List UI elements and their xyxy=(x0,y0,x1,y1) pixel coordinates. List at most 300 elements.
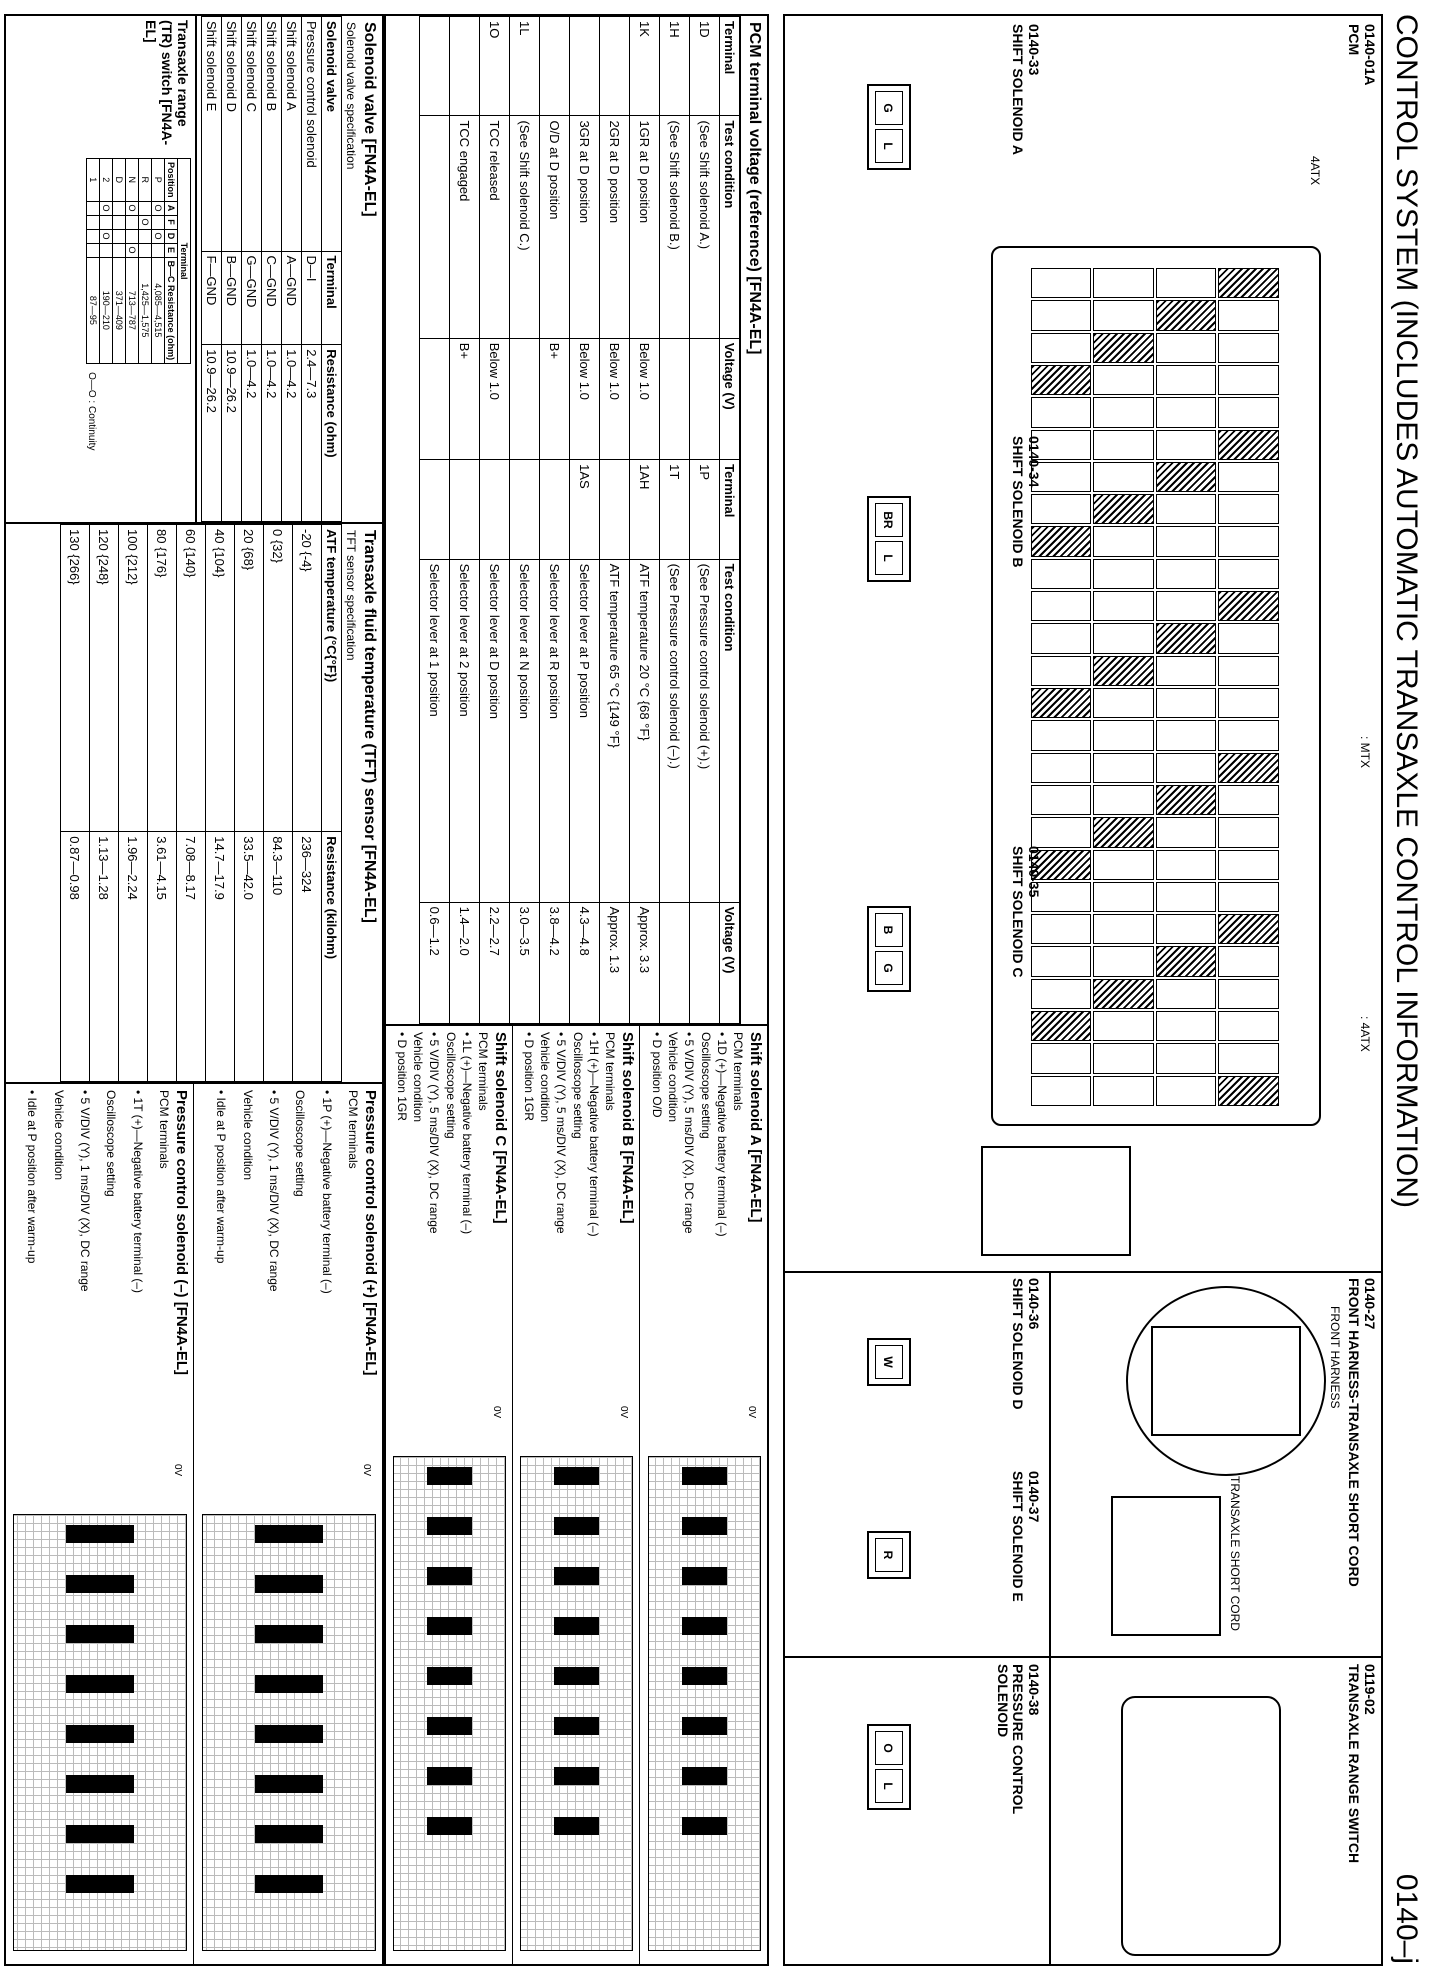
pcm-pin xyxy=(1156,1043,1217,1073)
zero-volt-label: 0V xyxy=(746,1406,757,1419)
table-cell: O xyxy=(139,215,152,229)
table-row xyxy=(235,525,264,1082)
waveform-section xyxy=(513,1026,640,1964)
table-cell xyxy=(570,17,600,116)
page-header xyxy=(1385,14,1425,1964)
oscilloscope-display xyxy=(13,1514,187,1951)
table-header: D xyxy=(165,229,178,243)
table-cell xyxy=(660,338,690,459)
waveform-panel-2 xyxy=(4,1084,384,1966)
harness-name: FRONT HARNESS-TRANSAXLE SHORT CORD xyxy=(1346,1278,1362,1587)
waveform-note-line: • 5 V/DIV (Y), 5 ms/DIV (X), DC range xyxy=(682,1032,697,1234)
table-cell: 1.96—2.24 xyxy=(119,832,148,1082)
connector-shape xyxy=(867,906,911,992)
pcm-pin xyxy=(1219,720,1280,750)
pcm-pin xyxy=(1031,623,1092,653)
table-cell: 1AH xyxy=(630,460,660,559)
page-number: 0140–j xyxy=(1390,1873,1423,1964)
table-cell: N xyxy=(126,159,139,202)
pcm-pin xyxy=(1031,300,1092,330)
table-cell: 0.6—1.2 xyxy=(420,902,450,1023)
pcm-pin xyxy=(1156,559,1217,589)
connector-name: SHIFT SOLENOID A xyxy=(1010,24,1026,155)
pcm-pin xyxy=(1031,591,1092,621)
table-cell: A—GND xyxy=(282,251,302,345)
pcm-pin xyxy=(1094,850,1155,880)
table-cell: 10.9—26.2 xyxy=(202,345,222,522)
pcm-pin xyxy=(1156,979,1217,1009)
table-cell: 80 {176} xyxy=(148,525,177,832)
table-cell: 7.08—8.17 xyxy=(177,832,206,1082)
pcm-pin xyxy=(1094,882,1155,912)
front-harness-label: FRONT HARNESS xyxy=(1328,1306,1342,1409)
waveform-note-line: • 1L (+)—Negative battery terminal (–) xyxy=(459,1032,474,1235)
table-header: F xyxy=(165,215,178,229)
pcm-pin xyxy=(1156,785,1217,815)
pcm-pin xyxy=(1156,914,1217,944)
waveform-pulse xyxy=(255,1625,324,1643)
pcm-pin xyxy=(1094,591,1155,621)
waveform-pulse xyxy=(427,1667,471,1685)
table-cell: Shift solenoid A xyxy=(282,17,302,252)
waveform-pulse xyxy=(255,1725,324,1743)
waveform-pulse xyxy=(427,1817,471,1835)
table-row xyxy=(282,17,302,522)
atx-tag: : 4ATX xyxy=(1358,1016,1372,1052)
solenoid-title: Solenoid valve [FN4A-EL] xyxy=(361,22,378,217)
pcm-pin xyxy=(1219,333,1280,363)
waveform-note-line: • Idle at P position after warm-up xyxy=(214,1090,229,1264)
waveform-note-line: Oscilloscope setting xyxy=(104,1090,119,1197)
waveform-pulse xyxy=(66,1525,135,1543)
pcm-pin xyxy=(1031,753,1092,783)
pcm-pin xyxy=(1031,720,1092,750)
table-cell: TCC engaged xyxy=(450,116,480,338)
waveform-note-line: • Idle at P position after warm-up xyxy=(25,1090,40,1264)
waveform-pulse xyxy=(554,1617,598,1635)
pcm-pin xyxy=(1219,1011,1280,1041)
table-cell: 120 {248} xyxy=(90,525,119,832)
pcm-pin xyxy=(1094,397,1155,427)
pcm-pin xyxy=(1219,494,1280,524)
zero-volt-label: 0V xyxy=(618,1406,629,1419)
waveform-pulse xyxy=(682,1717,726,1735)
waveform-pulse xyxy=(682,1617,726,1635)
waveform-note-line: Vehicle condition xyxy=(666,1032,681,1123)
table-cell: 3GR at D position xyxy=(570,116,600,338)
pcm-pin xyxy=(1156,462,1217,492)
tft-table-box xyxy=(4,524,384,1084)
table-cell: 236—324 xyxy=(293,832,322,1082)
pcm-voltage-table xyxy=(419,16,740,1024)
table-cell: ATF temperature 65 °C {149 °F} xyxy=(600,559,630,902)
pcm-pin xyxy=(1219,397,1280,427)
pcm-pin xyxy=(1094,623,1155,653)
table-row xyxy=(690,17,720,1024)
harness-code: 0140-27 xyxy=(1362,1278,1378,1330)
pcm-pin xyxy=(1219,623,1280,653)
pcm-pin xyxy=(1094,720,1155,750)
table-cell xyxy=(420,460,450,559)
pcm-pin xyxy=(1219,785,1280,815)
table-row xyxy=(660,17,690,1024)
table-row xyxy=(152,159,165,364)
pcm-pin xyxy=(1031,946,1092,976)
pcm-pin xyxy=(1031,785,1092,815)
table-cell: 14.7—17.9 xyxy=(206,832,235,1082)
connector-pin: G xyxy=(875,91,903,125)
waveform-pulse xyxy=(427,1467,471,1485)
waveform-pulse xyxy=(554,1667,598,1685)
zero-volt-label: 0V xyxy=(172,1464,183,1477)
table-cell xyxy=(420,338,450,459)
table-row xyxy=(90,525,119,1082)
table-cell xyxy=(510,338,540,459)
waveform-note-line: • D position 1GR xyxy=(522,1032,537,1121)
waveform-pulse xyxy=(427,1617,471,1635)
connector-name: SHIFT SOLENOID E xyxy=(1010,1471,1026,1602)
table-cell: 1AS xyxy=(570,460,600,559)
connector-pin: L xyxy=(875,1769,903,1803)
table-row xyxy=(87,159,100,364)
table-cell: Shift solenoid B xyxy=(262,17,282,252)
pcm-pin xyxy=(1156,365,1217,395)
table-cell: -20 {-4} xyxy=(293,525,322,832)
waveform-note-line: • 1T (+)—Negative battery terminal (–) xyxy=(130,1090,145,1294)
table-row xyxy=(139,159,152,364)
table-cell: 4,085—4,515 xyxy=(152,257,165,364)
waveform-pulse xyxy=(554,1517,598,1535)
pcm-pin xyxy=(1156,591,1217,621)
pcm-pin xyxy=(1156,817,1217,847)
waveform-title: Shift solenoid A [FN4A-EL] xyxy=(747,1032,764,1223)
front-harness-connector xyxy=(1151,1326,1301,1436)
table-cell xyxy=(510,460,540,559)
divider xyxy=(1049,1271,1051,1966)
pcm-pin xyxy=(1094,1076,1155,1106)
pcm-pin xyxy=(1031,494,1092,524)
table-cell: 1.0—4.2 xyxy=(242,345,262,522)
pcm-pin xyxy=(1156,623,1217,653)
pcm-pin xyxy=(1094,817,1155,847)
table-cell: O xyxy=(100,201,113,215)
table-cell: Below 1.0 xyxy=(600,338,630,459)
table-row xyxy=(119,525,148,1082)
pcm-pin xyxy=(1219,688,1280,718)
connector-shape xyxy=(867,496,911,582)
table-cell xyxy=(87,201,100,215)
table-row xyxy=(242,17,262,522)
waveform-note-line: PCM terminals xyxy=(157,1090,171,1169)
table-cell: 1.0—4.2 xyxy=(262,345,282,522)
tr-switch-title: Transaxle range (TR) switch [FN4A-EL] xyxy=(143,20,191,146)
connector-pin: BR xyxy=(875,503,903,537)
table-cell xyxy=(420,116,450,338)
pcm-pin xyxy=(1094,914,1155,944)
table-row xyxy=(540,17,570,1024)
waveform-pulse xyxy=(682,1667,726,1685)
table-cell xyxy=(450,17,480,116)
table-cell: 1,425—1,575 xyxy=(139,257,152,364)
waveform-title: Shift solenoid B [FN4A-EL] xyxy=(619,1032,636,1224)
table-cell xyxy=(540,460,570,559)
pcm-pin xyxy=(1156,688,1217,718)
table-cell xyxy=(600,17,630,116)
waveform-pulse xyxy=(682,1567,726,1585)
table-cell: (See Pressure control solenoid (–).) xyxy=(660,559,690,902)
pcm-pin xyxy=(1156,720,1217,750)
pcm-name: PCM xyxy=(1346,24,1362,56)
waveform-section xyxy=(640,1026,767,1964)
waveform-note-line: • 5 V/DIV (Y), 5 ms/DIV (X), DC range xyxy=(554,1032,569,1234)
waveform-note-line: PCM terminals xyxy=(603,1032,617,1111)
connector-code: 0140-36 xyxy=(1026,1278,1042,1330)
table-cell: D xyxy=(113,159,126,202)
waveform-pulse xyxy=(427,1567,471,1585)
waveform-pulse xyxy=(554,1467,598,1485)
range-switch-code: 0119-02 xyxy=(1362,1664,1378,1715)
pcm-pin xyxy=(1156,397,1217,427)
pcm-code: 0140-01A xyxy=(1362,24,1378,86)
table-cell: G—GND xyxy=(242,251,262,345)
pcm-pin xyxy=(1219,526,1280,556)
terminal-header: Terminal xyxy=(178,159,191,364)
table-cell: Approx. 3.3 xyxy=(630,902,660,1023)
waveform-pulse xyxy=(255,1875,324,1893)
table-cell xyxy=(87,243,100,257)
table-header: ATF temperature (°C{°F}) xyxy=(322,525,342,832)
table-cell: O/D at D position xyxy=(540,116,570,338)
pcm-pin xyxy=(1094,688,1155,718)
table-cell: (See Shift solenoid A.) xyxy=(690,116,720,338)
table-cell xyxy=(100,215,113,229)
pcm-pin xyxy=(1219,1043,1280,1073)
pcm-pin xyxy=(1219,914,1280,944)
table-row xyxy=(420,17,450,1024)
pcm-pin xyxy=(1219,979,1280,1009)
table-cell: O xyxy=(152,201,165,215)
table-cell: 1P xyxy=(690,460,720,559)
table-cell xyxy=(87,229,100,243)
waveform-note-line: PCM terminals xyxy=(731,1032,745,1111)
table-row xyxy=(570,17,600,1024)
table-header: B—C Resistance (ohm) xyxy=(165,257,178,364)
waveform-pulse xyxy=(255,1825,324,1843)
waveform-pulse xyxy=(682,1517,726,1535)
table-row xyxy=(262,17,282,522)
table-cell: Selector lever at P position xyxy=(570,559,600,902)
table-header-row xyxy=(322,17,342,522)
waveform-note-line: • 5 V/DIV (Y), 5 ms/DIV (X), DC range xyxy=(427,1032,442,1234)
waveform-pulse xyxy=(255,1675,324,1693)
table-cell: 1.13—1.28 xyxy=(90,832,119,1082)
zero-volt-label: 0V xyxy=(491,1406,502,1419)
pcm-pin xyxy=(1219,656,1280,686)
pcm-pin xyxy=(1156,882,1217,912)
waveform-pulse xyxy=(66,1675,135,1693)
pcm-pin xyxy=(1094,785,1155,815)
zero-volt-label: 0V xyxy=(361,1464,372,1477)
pcm-pin xyxy=(1219,591,1280,621)
table-header: Solenoid valve xyxy=(322,17,342,252)
table-cell: Pressure control solenoid xyxy=(302,17,322,252)
solenoid-table xyxy=(201,16,342,522)
pcm-pin xyxy=(1031,268,1092,298)
pcm-pin xyxy=(1094,1043,1155,1073)
waveform-pulse xyxy=(427,1767,471,1785)
table-cell: Below 1.0 xyxy=(480,338,510,459)
table-cell: 33.5—42.0 xyxy=(235,832,264,1082)
tft-table xyxy=(60,524,342,1082)
table-cell: O xyxy=(126,243,139,257)
oscilloscope-display xyxy=(520,1456,633,1951)
connector-code: 0140-35 xyxy=(1026,846,1042,898)
table-cell: 84.3—110 xyxy=(264,832,293,1082)
table-cell: B+ xyxy=(540,338,570,459)
table-cell xyxy=(139,201,152,215)
pcm-pin xyxy=(1156,494,1217,524)
pcm-pin xyxy=(1219,882,1280,912)
connector-name: PRESSURE CONTROL SOLENOID xyxy=(995,1664,1026,1814)
table-cell: 713—787 xyxy=(126,257,139,364)
waveform-note-line: Vehicle condition xyxy=(538,1032,553,1123)
connector-pin: R xyxy=(875,1538,903,1572)
table-cell xyxy=(450,460,480,559)
pcm-pin xyxy=(1219,1076,1280,1106)
waveform-pulse xyxy=(554,1817,598,1835)
table-header: Resistance (kilohm) xyxy=(322,832,342,1082)
table-cell: (See Shift solenoid C.) xyxy=(510,116,540,338)
table-cell xyxy=(690,338,720,459)
waveform-pulse xyxy=(66,1575,135,1593)
waveform-note-line: • 1H (+)—Negative battery terminal (–) xyxy=(586,1032,601,1237)
waveform-pulse xyxy=(682,1817,726,1835)
table-cell: 1 xyxy=(87,159,100,202)
table-cell: R xyxy=(139,159,152,202)
table-cell xyxy=(113,229,126,243)
table-cell xyxy=(480,460,510,559)
connector-name: SHIFT SOLENOID D xyxy=(1010,1278,1026,1410)
page-title: CONTROL SYSTEM (INCLUDES AUTOMATIC TRANSAXLE CONTROL INFORMATION) xyxy=(1390,14,1423,1209)
waveform-note-line: • 5 V/DIV (Y), 1 ms/DIV (X), DC range xyxy=(78,1090,92,1292)
connector-pin: G xyxy=(875,951,903,985)
pcm-pin xyxy=(1219,753,1280,783)
table-row xyxy=(113,159,126,364)
waveform-note-line: • D position O/D xyxy=(650,1032,665,1118)
pcm-pin xyxy=(1094,753,1155,783)
pcm-pin xyxy=(1156,268,1217,298)
table-cell: Selector lever at D position xyxy=(480,559,510,902)
pcm-pin xyxy=(1031,397,1092,427)
pcm-pin xyxy=(1094,494,1155,524)
table-cell: Shift solenoid C xyxy=(242,17,262,252)
waveform-pulse xyxy=(66,1775,135,1793)
table-header: Voltage (V) xyxy=(720,902,740,1023)
table-cell: Selector lever at 1 position xyxy=(420,559,450,902)
table-row xyxy=(202,17,222,522)
table-cell xyxy=(113,201,126,215)
pcm-sub-connector xyxy=(981,1146,1131,1256)
pcm-pin xyxy=(1031,1076,1092,1106)
atx-label: 4ATX xyxy=(1308,156,1322,186)
pcm-pin xyxy=(1094,365,1155,395)
table-cell xyxy=(126,215,139,229)
waveform-pulse xyxy=(66,1725,135,1743)
pcm-pin xyxy=(1094,333,1155,363)
oscilloscope-display xyxy=(648,1456,761,1951)
table-cell xyxy=(690,902,720,1023)
connector-code: 0140-34 xyxy=(1026,436,1042,488)
connector-pin: B xyxy=(875,913,903,947)
table-row xyxy=(61,525,90,1082)
pcm-pin xyxy=(1031,526,1092,556)
table-cell: 4.3—4.8 xyxy=(570,902,600,1023)
table-cell: 1GR at D position xyxy=(630,116,660,338)
table-cell: 0.87—0.98 xyxy=(61,832,90,1082)
connector-shape xyxy=(867,1338,911,1386)
table-cell: Selector lever at 2 position xyxy=(450,559,480,902)
table-row xyxy=(100,159,113,364)
table-header-row xyxy=(322,525,342,1082)
table-cell: 1.0—4.2 xyxy=(282,345,302,522)
waveform-pulse xyxy=(255,1525,324,1543)
connector-panel xyxy=(783,14,1383,1966)
table-cell: P xyxy=(152,159,165,202)
waveform-section xyxy=(386,1026,513,1964)
table-cell xyxy=(420,17,450,116)
connector-pin: L xyxy=(875,541,903,575)
table-row xyxy=(222,17,242,522)
pcm-pin xyxy=(1094,559,1155,589)
pcm-pin xyxy=(1219,462,1280,492)
pcm-pin xyxy=(1156,1011,1217,1041)
pcm-pin xyxy=(1156,753,1217,783)
tr-switch-section xyxy=(82,16,197,522)
pcm-pin xyxy=(1031,914,1092,944)
waveform-note-line: PCM terminals xyxy=(346,1090,360,1169)
waveform-section xyxy=(6,1084,194,1964)
pcm-pin xyxy=(1219,559,1280,589)
table-cell: O xyxy=(100,229,113,243)
table-cell: (See Pressure control solenoid (+).) xyxy=(690,559,720,902)
table-header: A xyxy=(165,201,178,215)
table-cell: C—GND xyxy=(262,251,282,345)
short-cord-label: TRANSAXLE SHORT CORD xyxy=(1228,1476,1242,1631)
mtx-label: : MTX xyxy=(1358,736,1372,768)
pcm-pin xyxy=(1031,688,1092,718)
pcm-pin xyxy=(1031,1043,1092,1073)
table-cell: F—GND xyxy=(202,251,222,345)
waveform-title: Pressure control solenoid (–) [FN4A-EL] xyxy=(173,1090,190,1376)
pcm-pin xyxy=(1031,333,1092,363)
table-cell: 130 {266} xyxy=(61,525,90,832)
continuity-legend: O—O : Continuity xyxy=(86,372,97,451)
table-row xyxy=(177,525,206,1082)
waveform-note-line: Vehicle condition xyxy=(51,1090,66,1181)
table-cell: 190—210 xyxy=(100,257,113,364)
table-cell xyxy=(100,243,113,257)
table-row xyxy=(264,525,293,1082)
table-row xyxy=(600,17,630,1024)
pcm-pin xyxy=(1156,1076,1217,1106)
pcm-pin xyxy=(1156,946,1217,976)
waveform-pulse xyxy=(66,1875,135,1893)
connector-code: 0140-33 xyxy=(1026,24,1042,76)
table-header: Test condition xyxy=(720,116,740,338)
waveform-pulse xyxy=(427,1517,471,1535)
pcm-table-title: PCM terminal voltage (reference) [FN4A-EL] xyxy=(740,16,767,1024)
pcm-pin xyxy=(1031,817,1092,847)
